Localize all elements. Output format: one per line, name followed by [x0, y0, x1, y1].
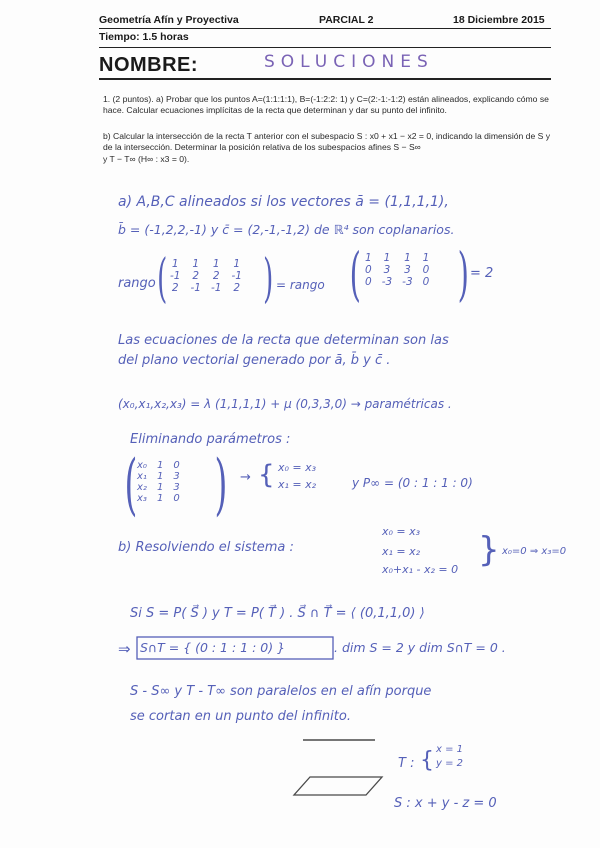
parametric-equation: (x₀,x₁,x₂,x₃) = λ (1,1,1,1) + μ (0,3,3,0) → paramétricas . — [118, 397, 452, 411]
solution-a-line2: b̄ = (-1,2,2,-1) y c̄ = (2,-1,-1,2) de ℝ⁴ son coplanarios. — [118, 222, 455, 237]
rango-label: rango — [118, 276, 156, 291]
parallel-line2: se cortan en un punto del infinito. — [130, 709, 351, 724]
line-t-eq2: y = 2 — [436, 758, 464, 769]
matrix2-left-paren: ( — [349, 240, 361, 308]
plane-s-label: S : x + y - z = 0 — [394, 796, 497, 811]
rango-equals: = rango — [276, 278, 325, 292]
exam-title: PARCIAL 2 — [319, 14, 374, 26]
matrix2-right-paren: ) — [457, 240, 469, 308]
implicit-eq1: x₀ = x₃ — [278, 461, 317, 474]
plane-s-sketch — [294, 777, 382, 795]
exam-time: Tiempo: 1.5 horas — [99, 31, 189, 43]
matrix1: 1 1 1 1 -1 2 2 -1 2 -1 -1 2 — [170, 258, 242, 294]
system-eq3: x₀+x₁ - x₂ = 0 — [382, 563, 459, 576]
brace-right: } — [478, 530, 500, 570]
matrix1-right-paren: ) — [263, 249, 274, 309]
course-title: Geometría Afín y Proyectiva — [99, 14, 239, 26]
dimensions: . dim S = 2 y dim S∩T = 0 . — [334, 640, 506, 655]
parallel-line1: S - S∞ y T - T∞ son paralelos en el afín porque — [130, 684, 432, 699]
si-line: Si S = P( S⃗ ) y T = P( T⃗ ) . S⃗ ∩ T⃗ = ⟨ (0,1,1,0) ⟩ — [130, 606, 425, 621]
problem-statement-b: b) Calcular la intersección de la recta T anterior con el subespacio S : x0 + x1 − x2 = 0, indicando la dimensión de S y de la intersección. Determinar la posición relativa de los subespacios afines S − S∞ — [103, 131, 551, 152]
matrix3-left-paren: ( — [124, 446, 138, 523]
implies-arrow: ⇒ — [118, 640, 131, 658]
problem-statement-c: y T − T∞ (H∞ : x3 = 0). — [103, 154, 190, 164]
recta-text-line2: del plano vectorial generado por ā, b̄ y c̄ . — [118, 353, 391, 368]
line-t-eq1: x = 1 — [436, 744, 464, 755]
matrix1-left-paren: ( — [157, 249, 168, 309]
matrix2: 1 1 1 1 0 3 3 0 0 -3 -3 0 — [365, 252, 430, 288]
implication-arrow: → — [240, 470, 251, 485]
intersection-box — [137, 637, 333, 659]
system-eq1: x₀ = x₃ — [382, 525, 421, 538]
system-eq2: x₁ = x₂ — [382, 545, 421, 558]
point-at-infinity: y P∞ = (0 : 1 : 1 : 0) — [352, 476, 473, 490]
intersection-result: S∩T = { (0 : 1 : 1 : 0) } — [140, 640, 286, 655]
system-result: x₀=0 ⇒ x₃=0 — [502, 546, 567, 557]
name-label: NOMBRE: — [99, 54, 199, 76]
recta-text-line1: Las ecuaciones de la recta que determinan son las — [118, 333, 449, 348]
matrix3-right-paren: ) — [214, 446, 228, 523]
implicit-eq2: x₁ = x₂ — [278, 478, 317, 491]
solution-b-line: b) Resolviendo el sistema : — [118, 540, 294, 555]
rango-result: = 2 — [470, 266, 494, 281]
line-t-brace: { — [420, 748, 434, 773]
eliminating-params: Eliminando parámetros : — [130, 432, 291, 447]
matrix3: x₀ 1 0 x₁ 1 3 x₂ 1 3 x₃ 1 0 — [137, 460, 180, 504]
exam-date: 18 Diciembre 2015 — [453, 14, 545, 26]
problem-statement-a: 1. (2 puntos). a) Probar que los puntos A=(1:1:1:1), B=(-1:2:2: 1) y C=(2:-1:-1:2) están alineados, explicando cómo se hace. Calcular ecuaciones implícitas de la recta que determinan y dar su punto del infinito. — [103, 94, 549, 115]
solution-a-line1: a) A,B,C alineados si los vectores ā = (1,1,1,1), — [118, 194, 449, 210]
name-value: SOLUCIONES — [264, 52, 434, 72]
line-t-label: T : — [398, 756, 415, 771]
brace-left: { — [258, 460, 275, 490]
